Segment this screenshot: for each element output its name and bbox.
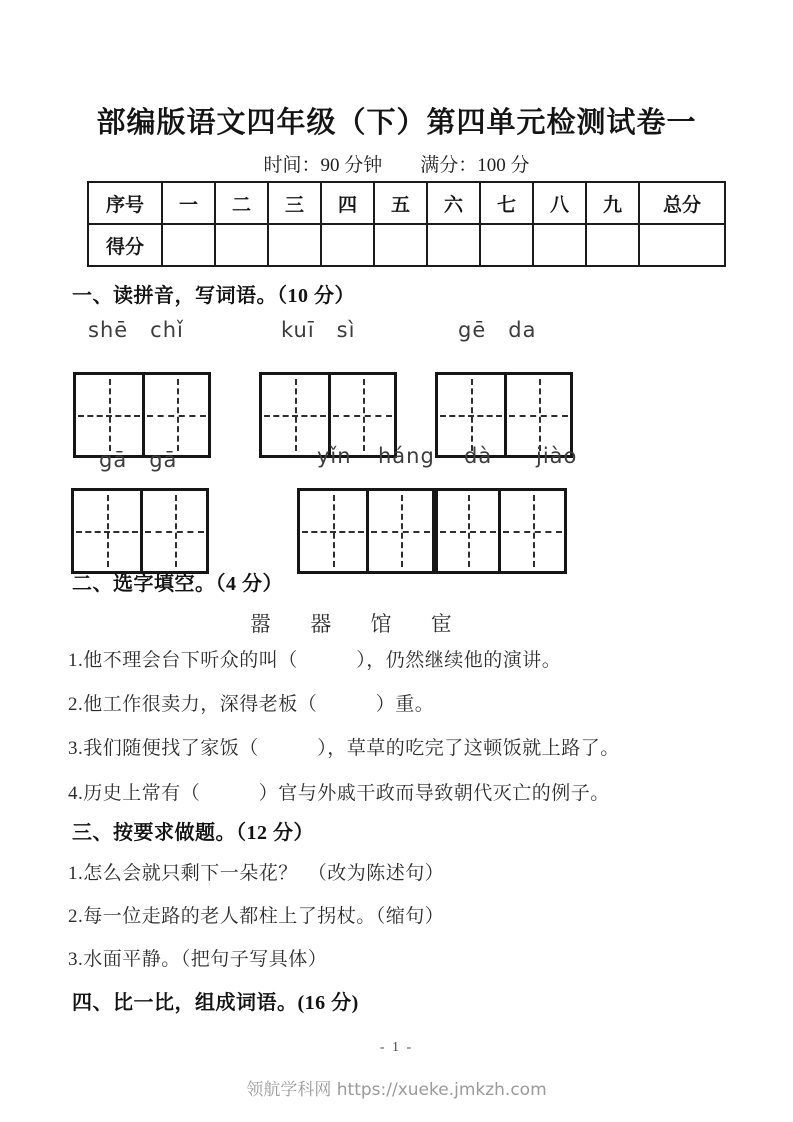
pinyin-label: shē chǐ xyxy=(88,318,184,342)
score-table-score-row xyxy=(88,224,725,266)
pinyin-label: yǐn xyxy=(317,444,352,468)
writing-grid-cell xyxy=(262,375,328,455)
score-cell-empty xyxy=(480,224,533,266)
section-2-heading: 二、选字填空。（4 分） xyxy=(72,573,283,595)
score-row-label: 得分 xyxy=(88,224,162,266)
question-item: 2.每一位走路的老人都柱上了拐杖。（缩句） xyxy=(68,906,445,927)
pinyin-label: dà xyxy=(464,444,493,468)
writing-grid-cell xyxy=(140,491,206,571)
pinyin-label: jiào xyxy=(536,444,578,468)
pinyin-label: kuī sì xyxy=(281,318,356,342)
score-column-10: 总分 xyxy=(639,182,725,224)
score-column-0: 序号 xyxy=(88,182,162,224)
pinyin-label: háng xyxy=(378,444,435,468)
writing-grid xyxy=(297,488,567,574)
writing-grid-cell xyxy=(432,491,498,571)
writing-grid-cell xyxy=(328,375,394,455)
site-watermark: 领航学科网 https://xueke.jmkzh.com xyxy=(246,1080,547,1100)
score-cell-empty xyxy=(374,224,427,266)
score-table-header-row xyxy=(88,182,725,224)
score-cell-empty xyxy=(639,224,725,266)
question-item: 2.他工作很卖力，深得老板（ ）重。 xyxy=(68,694,435,715)
writing-grid xyxy=(71,488,209,574)
score-cell-empty xyxy=(321,224,374,266)
score-column-7: 七 xyxy=(480,182,533,224)
pinyin-label: gē da xyxy=(458,318,537,342)
question-item: 4.历史上常有（ ）官与外戚干政而导致朝代灭亡的例子。 xyxy=(68,783,610,804)
score-column-6: 六 xyxy=(427,182,480,224)
writing-grid-cell xyxy=(300,491,366,571)
question-item: 3.我们随便找了家饭（ ），草草的吃完了这顿饭就上路了。 xyxy=(68,738,620,759)
score-cell-empty xyxy=(268,224,321,266)
score-cell-empty xyxy=(215,224,268,266)
writing-grid-cell xyxy=(366,491,432,571)
writing-grid-cell xyxy=(498,491,564,571)
score-column-3: 三 xyxy=(268,182,321,224)
writing-grid-cell xyxy=(74,491,140,571)
score-cell-empty xyxy=(162,224,215,266)
score-table xyxy=(87,181,726,267)
score-cell-empty xyxy=(586,224,639,266)
choice-char: 馆 xyxy=(370,612,392,636)
score-cell-empty xyxy=(427,224,480,266)
writing-grid-cell xyxy=(142,375,208,455)
writing-grid-cell xyxy=(76,375,142,455)
section-1-heading: 一、读拼音，写词语。（10 分） xyxy=(72,285,355,307)
score-column-1: 一 xyxy=(162,182,215,224)
score-column-4: 四 xyxy=(321,182,374,224)
score-cell-empty xyxy=(533,224,586,266)
question-item: 1.他不理会台下听众的叫（ ），仍然继续他的演讲。 xyxy=(68,650,562,671)
question-item: 3.水面平静。（把句子写具体） xyxy=(68,949,328,970)
score-column-5: 五 xyxy=(374,182,427,224)
choice-characters xyxy=(250,608,452,638)
page-title: 部编版语文四年级（下）第四单元检测试卷一 xyxy=(96,107,697,139)
score-column-8: 八 xyxy=(533,182,586,224)
score-column-9: 九 xyxy=(586,182,639,224)
choice-char: 嚣 xyxy=(250,612,271,636)
pinyin-label: gā gā xyxy=(99,448,178,472)
choice-char: 宦 xyxy=(430,612,452,636)
exam-meta: 时间：90 分钟 满分：100 分 xyxy=(263,155,530,176)
question-item: 1.怎么会就只剩下一朵花？ （改为陈述句） xyxy=(68,863,445,884)
choice-char: 器 xyxy=(310,612,332,636)
page-number: - 1 - xyxy=(379,1040,414,1055)
score-column-2: 二 xyxy=(215,182,268,224)
writing-grid-cell xyxy=(504,375,570,455)
section-4-heading: 四、比一比，组成词语。(16 分) xyxy=(72,992,359,1014)
section-3-heading: 三、按要求做题。（12 分） xyxy=(72,822,314,844)
writing-grid-cell xyxy=(438,375,504,455)
